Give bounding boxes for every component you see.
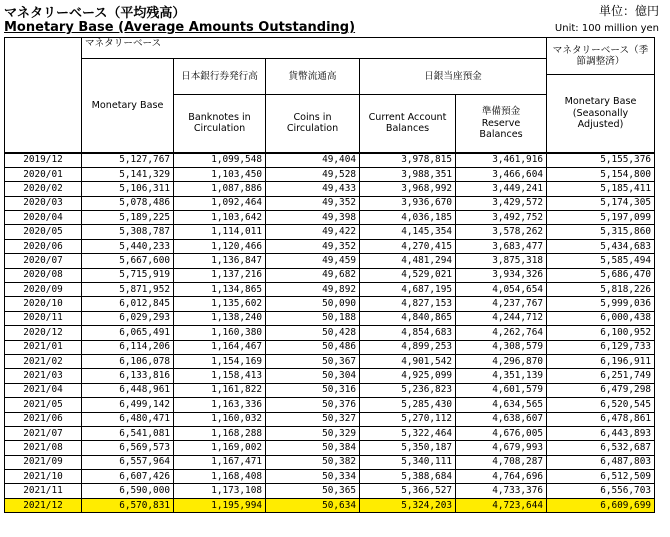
mb-header: Monetary Base: [82, 59, 174, 153]
cell-mb: 5,667,600: [82, 254, 174, 268]
table-row: [5, 239, 655, 253]
table-row: [5, 412, 655, 426]
cell-banknotes: 1,154,169: [174, 354, 266, 368]
cell-coins: 50,486: [266, 340, 360, 354]
cell-sa: 6,609,699: [547, 498, 655, 512]
cell-coins: 50,428: [266, 326, 360, 340]
reserve-header: [456, 95, 547, 153]
cell-sa: 6,251,749: [547, 369, 655, 383]
cell-mb: 6,570,831: [82, 498, 174, 512]
table-row: [5, 326, 655, 340]
cell-cab: 5,285,430: [360, 398, 456, 412]
cab-jp-header: 日銀当座預金: [360, 59, 547, 95]
cell-date: 2020/09: [5, 283, 82, 297]
cell-date: 2020/11: [5, 311, 82, 325]
table-row: [5, 225, 655, 239]
cell-cab: 5,324,203: [360, 498, 456, 512]
cell-coins: 49,433: [266, 182, 360, 196]
cell-banknotes: 1,087,886: [174, 182, 266, 196]
cell-reserve: 4,237,767: [456, 297, 547, 311]
cell-reserve: 4,351,139: [456, 369, 547, 383]
cell-sa: 6,196,911: [547, 354, 655, 368]
cell-cab: 5,388,684: [360, 470, 456, 484]
cell-coins: 50,334: [266, 470, 360, 484]
table-row: [5, 340, 655, 354]
cell-date: 2021/01: [5, 340, 82, 354]
cell-mb: 6,541,081: [82, 426, 174, 440]
cell-reserve: 4,308,579: [456, 340, 547, 354]
cell-sa: 5,154,800: [547, 167, 655, 181]
cell-coins: 50,327: [266, 412, 360, 426]
cell-date: 2020/02: [5, 182, 82, 196]
table-row: [5, 398, 655, 412]
table-row: [5, 167, 655, 181]
cell-date: 2020/10: [5, 297, 82, 311]
cell-cab: 4,840,865: [360, 311, 456, 325]
cell-banknotes: 1,195,994: [174, 498, 266, 512]
cell-mb: 5,106,311: [82, 182, 174, 196]
cell-mb: 6,590,000: [82, 484, 174, 498]
table-row: [5, 268, 655, 282]
cell-reserve: 4,723,644: [456, 498, 547, 512]
cell-cab: 4,145,354: [360, 225, 456, 239]
cell-banknotes: 1,160,032: [174, 412, 266, 426]
cell-sa: 5,686,470: [547, 268, 655, 282]
cell-date: 2020/06: [5, 239, 82, 253]
cell-cab: 3,936,670: [360, 196, 456, 210]
cell-reserve: 4,733,376: [456, 484, 547, 498]
table-row: [5, 153, 655, 168]
cell-reserve: 3,934,326: [456, 268, 547, 282]
cell-coins: 50,329: [266, 426, 360, 440]
cell-mb: 6,114,206: [82, 340, 174, 354]
cell-banknotes: 1,120,466: [174, 239, 266, 253]
cell-sa: 6,479,298: [547, 383, 655, 397]
cell-cab: 4,036,185: [360, 211, 456, 225]
cell-banknotes: 1,092,464: [174, 196, 266, 210]
cell-date: 2021/09: [5, 455, 82, 469]
reserve-jp-label: 準備預金: [481, 106, 521, 117]
coins-jp-header: 貨幣流通高: [266, 59, 360, 95]
cell-cab: 4,854,683: [360, 326, 456, 340]
sa-jp-header: マネタリーベース（季節調整済）: [547, 38, 655, 75]
cell-date: 2020/07: [5, 254, 82, 268]
cell-coins: 50,365: [266, 484, 360, 498]
table-row: [5, 311, 655, 325]
cell-date: 2021/03: [5, 369, 82, 383]
cell-reserve: 4,634,565: [456, 398, 547, 412]
cell-date: 2020/04: [5, 211, 82, 225]
cell-date: 2021/07: [5, 426, 82, 440]
cell-date: 2020/12: [5, 326, 82, 340]
cell-date: 2021/04: [5, 383, 82, 397]
cell-date: 2021/12: [5, 498, 82, 512]
cell-cab: 5,322,464: [360, 426, 456, 440]
unit-label-en: Unit: 100 million yen: [554, 23, 659, 34]
table-row: [5, 297, 655, 311]
banknotes-en-header: Banknotes in Circulation: [174, 95, 266, 153]
cell-date: 2020/05: [5, 225, 82, 239]
cell-sa: 6,478,861: [547, 412, 655, 426]
table-row: [5, 455, 655, 469]
page-title-jp: マネタリーベース（平均残高）: [4, 6, 186, 21]
cell-sa: 6,129,733: [547, 340, 655, 354]
cell-banknotes: 1,135,602: [174, 297, 266, 311]
cell-banknotes: 1,103,450: [174, 167, 266, 181]
cell-reserve: 3,578,262: [456, 225, 547, 239]
cell-mb: 5,127,767: [82, 153, 174, 168]
cell-coins: 49,352: [266, 239, 360, 253]
cell-sa: 5,185,411: [547, 182, 655, 196]
cell-sa: 5,174,305: [547, 196, 655, 210]
sa-en-header: Monetary Base (Seasonally Adjusted): [547, 75, 655, 153]
cell-sa: 6,512,509: [547, 470, 655, 484]
table-row: [5, 283, 655, 297]
cell-cab: 5,350,187: [360, 441, 456, 455]
cell-cab: 4,481,294: [360, 254, 456, 268]
cell-cab: 5,270,112: [360, 412, 456, 426]
cell-sa: 5,585,494: [547, 254, 655, 268]
cell-reserve: 4,679,993: [456, 441, 547, 455]
cell-mb: 6,569,573: [82, 441, 174, 455]
cab-en-header: Current Account Balances: [360, 95, 456, 153]
cell-coins: 49,528: [266, 167, 360, 181]
cell-coins: 50,090: [266, 297, 360, 311]
page-title-en: Monetary Base (Average Amounts Outstanding): [4, 20, 356, 35]
table-row: [5, 484, 655, 498]
cell-banknotes: 1,138,240: [174, 311, 266, 325]
cell-mb: 6,133,816: [82, 369, 174, 383]
cell-reserve: 3,466,604: [456, 167, 547, 181]
table-row: [5, 211, 655, 225]
cell-cab: 4,925,099: [360, 369, 456, 383]
cell-banknotes: 1,158,413: [174, 369, 266, 383]
cell-coins: 50,382: [266, 455, 360, 469]
cell-sa: 6,520,545: [547, 398, 655, 412]
table-row: [5, 470, 655, 484]
cell-reserve: 4,764,696: [456, 470, 547, 484]
cell-mb: 6,499,142: [82, 398, 174, 412]
cell-coins: 50,188: [266, 311, 360, 325]
cell-banknotes: 1,169,002: [174, 441, 266, 455]
cell-mb: 6,029,293: [82, 311, 174, 325]
cell-reserve: 4,638,607: [456, 412, 547, 426]
cell-sa: 5,155,376: [547, 153, 655, 168]
table-row-highlighted: [5, 498, 655, 512]
table-row: [5, 254, 655, 268]
cell-date: 2021/11: [5, 484, 82, 498]
cell-banknotes: 1,114,011: [174, 225, 266, 239]
cell-cab: 3,968,992: [360, 182, 456, 196]
cell-sa: 6,100,952: [547, 326, 655, 340]
cell-cab: 3,988,351: [360, 167, 456, 181]
cell-date: 2020/03: [5, 196, 82, 210]
table-row: [5, 182, 655, 196]
cell-reserve: 4,676,005: [456, 426, 547, 440]
cell-banknotes: 1,160,380: [174, 326, 266, 340]
cell-coins: 50,634: [266, 498, 360, 512]
table-row: [5, 426, 655, 440]
cell-mb: 6,607,426: [82, 470, 174, 484]
cell-cab: 4,270,415: [360, 239, 456, 253]
cell-sa: 5,434,683: [547, 239, 655, 253]
cell-date: 2020/01: [5, 167, 82, 181]
cell-reserve: 4,244,712: [456, 311, 547, 325]
table-body: [5, 153, 655, 513]
coins-en-header: Coins in Circulation: [266, 95, 360, 153]
cell-coins: 49,398: [266, 211, 360, 225]
cell-coins: 50,367: [266, 354, 360, 368]
date-column-header: [5, 38, 82, 153]
cell-coins: 50,384: [266, 441, 360, 455]
cell-cab: 4,687,195: [360, 283, 456, 297]
cell-mb: 5,871,952: [82, 283, 174, 297]
cell-reserve: 3,461,916: [456, 153, 547, 168]
cell-mb: 5,308,787: [82, 225, 174, 239]
cell-banknotes: 1,173,108: [174, 484, 266, 498]
cell-reserve: 3,683,477: [456, 239, 547, 253]
cell-date: 2021/10: [5, 470, 82, 484]
table-row: [5, 196, 655, 210]
cell-cab: 5,340,111: [360, 455, 456, 469]
cell-banknotes: 1,167,471: [174, 455, 266, 469]
cell-cab: 4,899,253: [360, 340, 456, 354]
cell-sa: 5,315,860: [547, 225, 655, 239]
unit-label-jp: 単位：億円: [598, 4, 659, 18]
cell-banknotes: 1,134,865: [174, 283, 266, 297]
cell-cab: 4,827,153: [360, 297, 456, 311]
table-row: [5, 354, 655, 368]
cell-cab: 5,236,823: [360, 383, 456, 397]
cell-mb: 5,141,329: [82, 167, 174, 181]
cell-coins: 49,422: [266, 225, 360, 239]
cell-cab: 3,978,815: [360, 153, 456, 168]
monetary-base-table: [4, 37, 655, 513]
cell-mb: 6,065,491: [82, 326, 174, 340]
cell-sa: 5,818,226: [547, 283, 655, 297]
cell-coins: 49,892: [266, 283, 360, 297]
cell-banknotes: 1,163,336: [174, 398, 266, 412]
cell-banknotes: 1,136,847: [174, 254, 266, 268]
cell-banknotes: 1,168,288: [174, 426, 266, 440]
cell-reserve: 3,429,572: [456, 196, 547, 210]
cell-coins: 49,404: [266, 153, 360, 168]
cell-banknotes: 1,103,642: [174, 211, 266, 225]
cell-mb: 6,012,845: [82, 297, 174, 311]
monetary-base-group-header: マネタリーベース: [82, 38, 547, 59]
cell-mb: 5,440,233: [82, 239, 174, 253]
cell-reserve: 4,262,764: [456, 326, 547, 340]
banknotes-jp-header: 日本銀行券発行高: [174, 59, 266, 95]
cell-sa: 6,000,438: [547, 311, 655, 325]
cell-coins: 50,376: [266, 398, 360, 412]
cell-reserve: 3,875,318: [456, 254, 547, 268]
cell-date: 2019/12: [5, 153, 82, 168]
cell-mb: 6,448,961: [82, 383, 174, 397]
cell-banknotes: 1,168,408: [174, 470, 266, 484]
cell-date: 2021/08: [5, 441, 82, 455]
cell-sa: 6,556,703: [547, 484, 655, 498]
cell-banknotes: 1,161,822: [174, 383, 266, 397]
cell-mb: 5,078,486: [82, 196, 174, 210]
cell-coins: 50,304: [266, 369, 360, 383]
cell-mb: 6,557,964: [82, 455, 174, 469]
cell-sa: 5,999,036: [547, 297, 655, 311]
cell-reserve: 3,449,241: [456, 182, 547, 196]
cell-reserve: 4,296,870: [456, 354, 547, 368]
cell-coins: 49,352: [266, 196, 360, 210]
cell-reserve: 4,054,654: [456, 283, 547, 297]
cell-banknotes: 1,137,216: [174, 268, 266, 282]
cell-cab: 5,366,527: [360, 484, 456, 498]
cell-reserve: 3,492,752: [456, 211, 547, 225]
table-row: [5, 383, 655, 397]
cell-date: 2021/05: [5, 398, 82, 412]
cell-cab: 4,901,542: [360, 354, 456, 368]
cell-coins: 49,459: [266, 254, 360, 268]
cell-mb: 6,480,471: [82, 412, 174, 426]
table-header: [5, 38, 655, 153]
cell-date: 2021/06: [5, 412, 82, 426]
cell-mb: 5,715,919: [82, 268, 174, 282]
cell-sa: 6,487,803: [547, 455, 655, 469]
cell-mb: 6,106,078: [82, 354, 174, 368]
cell-mb: 5,189,225: [82, 211, 174, 225]
cell-sa: 6,443,893: [547, 426, 655, 440]
cell-date: 2020/08: [5, 268, 82, 282]
cell-sa: 6,532,687: [547, 441, 655, 455]
cell-date: 2021/02: [5, 354, 82, 368]
reserve-en-label: Reserve Balances: [479, 117, 523, 140]
cell-coins: 49,682: [266, 268, 360, 282]
table-row: [5, 369, 655, 383]
cell-sa: 5,197,099: [547, 211, 655, 225]
cell-banknotes: 1,099,548: [174, 153, 266, 168]
cell-reserve: 4,708,287: [456, 455, 547, 469]
cell-cab: 4,529,021: [360, 268, 456, 282]
cell-reserve: 4,601,579: [456, 383, 547, 397]
cell-banknotes: 1,164,467: [174, 340, 266, 354]
cell-coins: 50,316: [266, 383, 360, 397]
table-row: [5, 441, 655, 455]
